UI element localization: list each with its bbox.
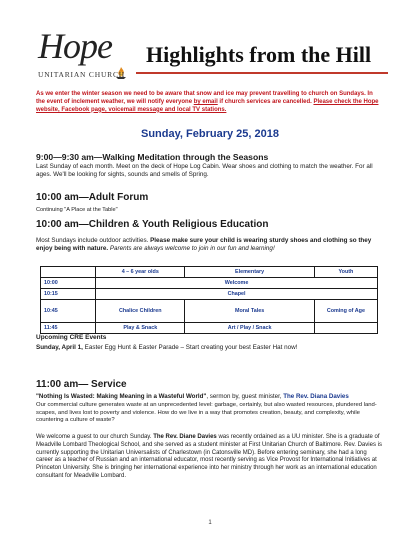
bio-text-1: We welcome a guest to our church Sunday. [36, 434, 154, 440]
newsletter-header [36, 26, 388, 88]
check-sources-link[interactable]: Please check the Hope website, Facebook page, voicemail message and local TV stations. [36, 98, 379, 113]
sermon-description: Our commercial culture generates waste at an unprecedented level: garbage, certainly, but also wasted resources, plundered land-scapes, and lives lost to poverty and violence. How do we live in a way that promotes creation, beauty, and complexity, while countering a culture of waste? [36, 402, 377, 424]
upcoming-text: Easter Egg Hunt & Easter Parade – Start creating your best Easter Hat now! [82, 344, 298, 351]
cre-schedule-table [40, 266, 378, 334]
table-cell: Moral Tales [185, 300, 314, 323]
email-link[interactable]: by email [193, 98, 218, 105]
upcoming-events-title: Upcoming CRE Events [36, 334, 107, 341]
bio-text-2: was recently ordained as a UU minister. She is a graduate of Meadville Lombard Theological School, and she served as a student minister at First Unitarian Church of Baltimore. Rev. Davies is currently supporting the Unitarian Universalists of Charlestown (in Catonsville MD). Before entering seminary, she had a long career as a teacher of Russian and an international educator, most recently serving as Vice Provost for International Initiatives at Princeton University. She is bringing her international experience into her ministry through her work as an international education consultant for Meadville Lombard. [36, 434, 382, 479]
table-row [41, 278, 378, 289]
adult-forum-body: Continuing "A Place at the Table" [36, 207, 118, 213]
walking-meditation-body: Last Sunday of each month. Meet on the deck of Hope Log Cabin. Wear shoes and clothing to match the weather. For all ages. We'll be looking for sights, sounds and smells of Spring. [36, 163, 373, 178]
church-logo [36, 26, 134, 88]
table-header: 4 – 6 year olds [96, 267, 185, 278]
logo-subtitle: UNITARIAN CHURCH [38, 70, 125, 79]
table-cell-span: Chapel [96, 289, 378, 300]
bio-minister-name: The Rev. Diane Davies [153, 434, 217, 440]
table-cell: Play & Snack [96, 323, 185, 334]
table-cell-time: 10:15 [41, 289, 96, 300]
cre-body-bold: Please make sure your child is wearing sturdy shoes and clothing so they enjoy being with nature. [36, 237, 372, 252]
service-title: 11:00 am— Service [36, 379, 127, 390]
weather-alert [36, 91, 382, 114]
table-cell [314, 323, 377, 334]
upcoming-date: Sunday, April 1, [36, 344, 83, 351]
alert-text-2: if church services are cancelled. [217, 98, 314, 105]
guest-minister: The Rev. Diana Davies [283, 393, 349, 400]
table-header-row [41, 267, 378, 278]
adult-forum-title: 10:00 am—Adult Forum [36, 192, 149, 203]
cre-body-text: Most Sundays include outdoor activities. [36, 237, 151, 244]
logo-word: Hope [38, 26, 112, 66]
cre-body [36, 237, 384, 253]
table-row [41, 323, 378, 334]
cre-title: 10:00 am—Children & Youth Religious Education [36, 219, 269, 230]
table-row [41, 300, 378, 323]
table-header [41, 267, 96, 278]
header-rule [136, 72, 388, 74]
table-cell-time: 10:45 [41, 300, 96, 323]
newsletter-title: Highlights from the Hill [146, 42, 372, 67]
page-number: 1 [208, 520, 212, 526]
table-cell-time: 10:00 [41, 278, 96, 289]
table-cell: Chalice Children [96, 300, 185, 323]
table-header: Youth [314, 267, 377, 278]
minister-bio [36, 434, 384, 481]
walking-meditation-title: 9:00—9:30 am—Walking Meditation through the Seasons [36, 152, 269, 162]
table-cell: Coming of Age [314, 300, 377, 323]
sermon-title: "Nothing Is Wasted: Making Meaning in a Wasteful World" [36, 393, 207, 400]
table-cell: Art / Play / Snack [185, 323, 314, 334]
upcoming-events-body [36, 344, 384, 352]
table-cell-time: 11:45 [41, 323, 96, 334]
sermon-by: , sermon by, guest minister, [206, 393, 284, 400]
table-row [41, 289, 378, 300]
cre-body-italic: Parents are always welcome to join in our fun and learning! [108, 245, 275, 252]
service-date: Sunday, February 25, 2018 [141, 128, 279, 140]
sermon-line [36, 393, 384, 401]
table-cell-span: Welcome [96, 278, 378, 289]
alert-text-1: As we enter the winter season we need to be aware that snow and ice may prevent travelling to church on Sundays. In the event of inclement weather, we will notify everyone [36, 91, 373, 105]
table-header: Elementary [185, 267, 314, 278]
